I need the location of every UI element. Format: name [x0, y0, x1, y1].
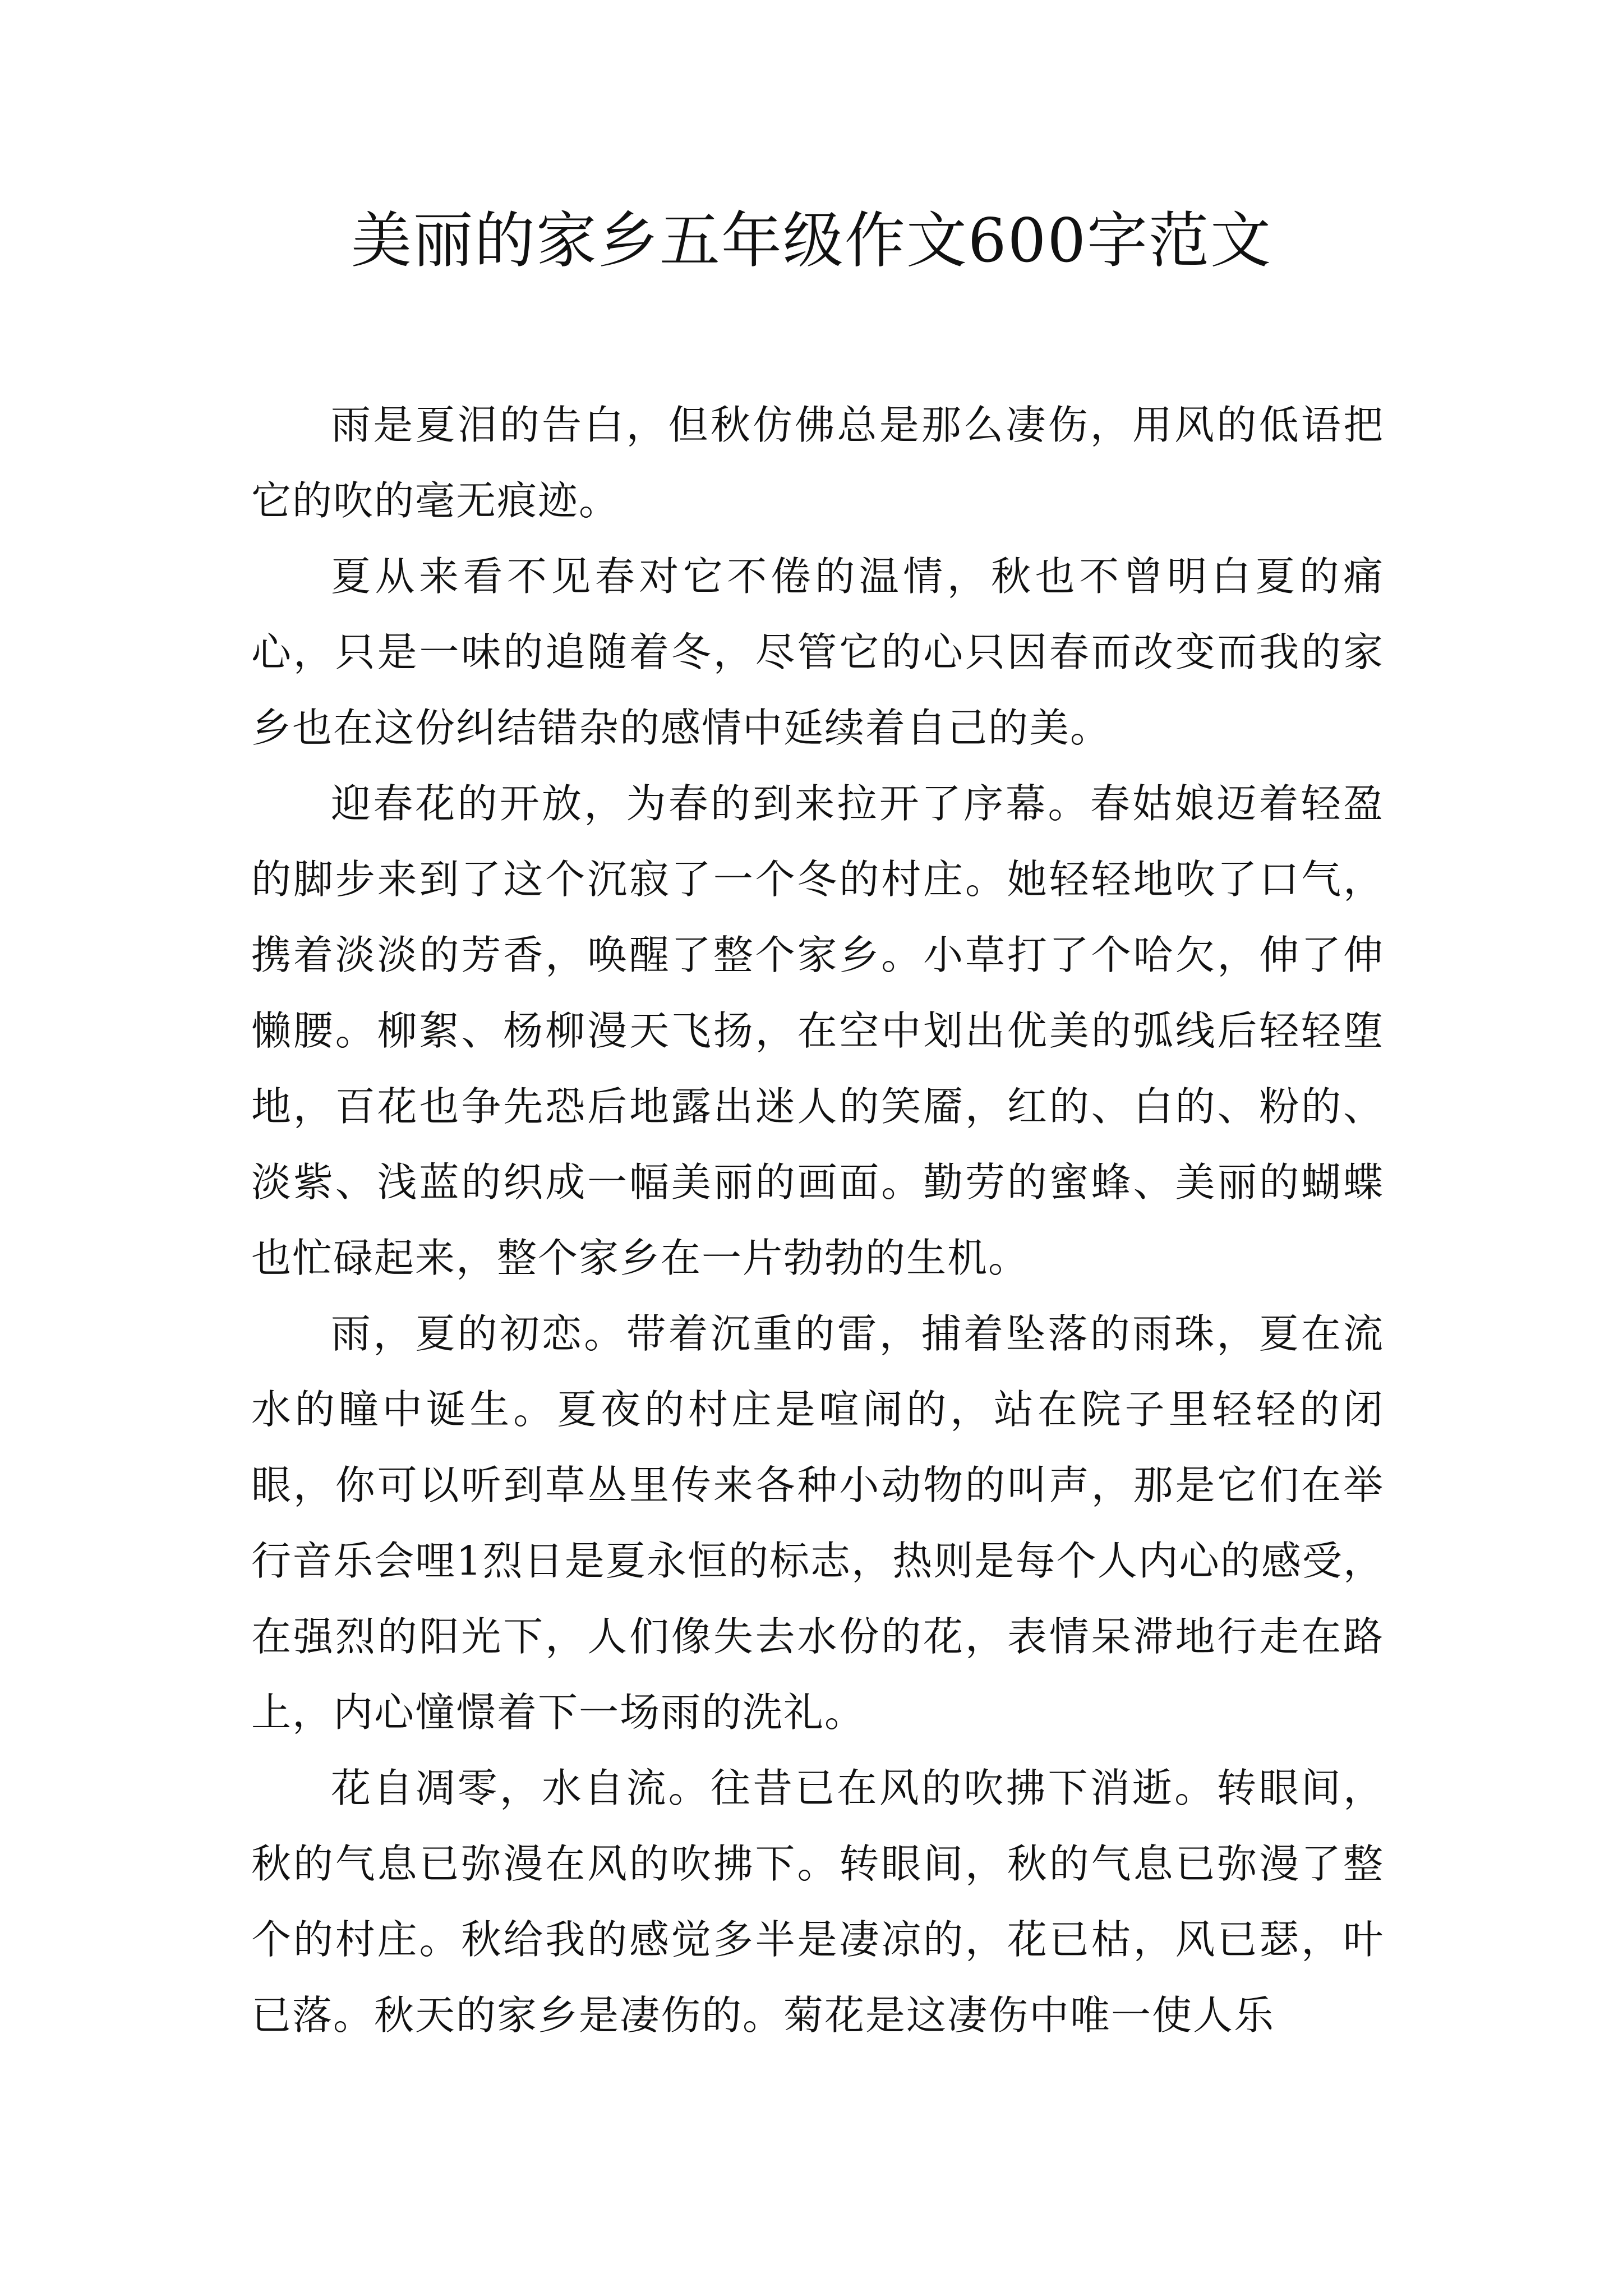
paragraph: 雨，夏的初恋。带着沉重的雷，捕着坠落的雨珠，夏在流水的瞳中诞生。夏夜的村庄是喧闹的，站在院子里轻轻的闭眼，你可以听到草丛里传来各种小动物的叫声，那是它们在举行音乐会哩1烈日是夏永恒的标志，热则是每个人内心的感受，在强烈的阳光下，人们像失去水份的花，表情呆滞地行走在路上，内心憧憬着下一场雨的洗礼。	[251, 1310, 1384, 1736]
paragraph: 迎春花的开放，为春的到来拉开了序幕。春姑娘迈着轻盈的脚步来到了这个沉寂了一个冬的村庄。她轻轻地吹了口气，携着淡淡的芳香，唤醒了整个家乡。小草打了个哈欠，伸了伸懒腰。柳絮、杨柳漫天飞扬，在空中划出优美的弧线后轻轻堕地，百花也争先恐后地露出迷人的笑靥，红的、白的、粉的、淡紫、浅蓝的织成一幅美丽的画面。勤劳的蜜蜂、美丽的蝴蝶也忙碌起来，整个家乡在一片勃勃的生机。	[251, 780, 1384, 1281]
paragraph: 夏从来看不见春对它不倦的温情，秋也不曾明白夏的痛心，只是一味的追随着冬，尽管它的心只因春而改变而我的家乡也在这份纠结错杂的感情中延续着自己的美。	[251, 553, 1384, 751]
document-body	[251, 387, 1384, 2053]
document-title: 美丽的家乡五年级作文600字范文	[351, 206, 1272, 276]
paragraph: 花自凋零，水自流。往昔已在风的吹拂下消逝。转眼间，秋的气息已弥漫在风的吹拂下。转眼间，秋的气息已弥漫了整个的村庄。秋给我的感觉多半是凄凉的，花已枯，风已瑟，叶已落。秋天的家乡是凄伤的。菊花是这凄伤中唯一使人乐	[251, 1765, 1384, 2039]
paragraph: 雨是夏泪的告白，但秋仿佛总是那么凄伤，用风的低语把它的吹的毫无痕迹。	[251, 402, 1384, 524]
